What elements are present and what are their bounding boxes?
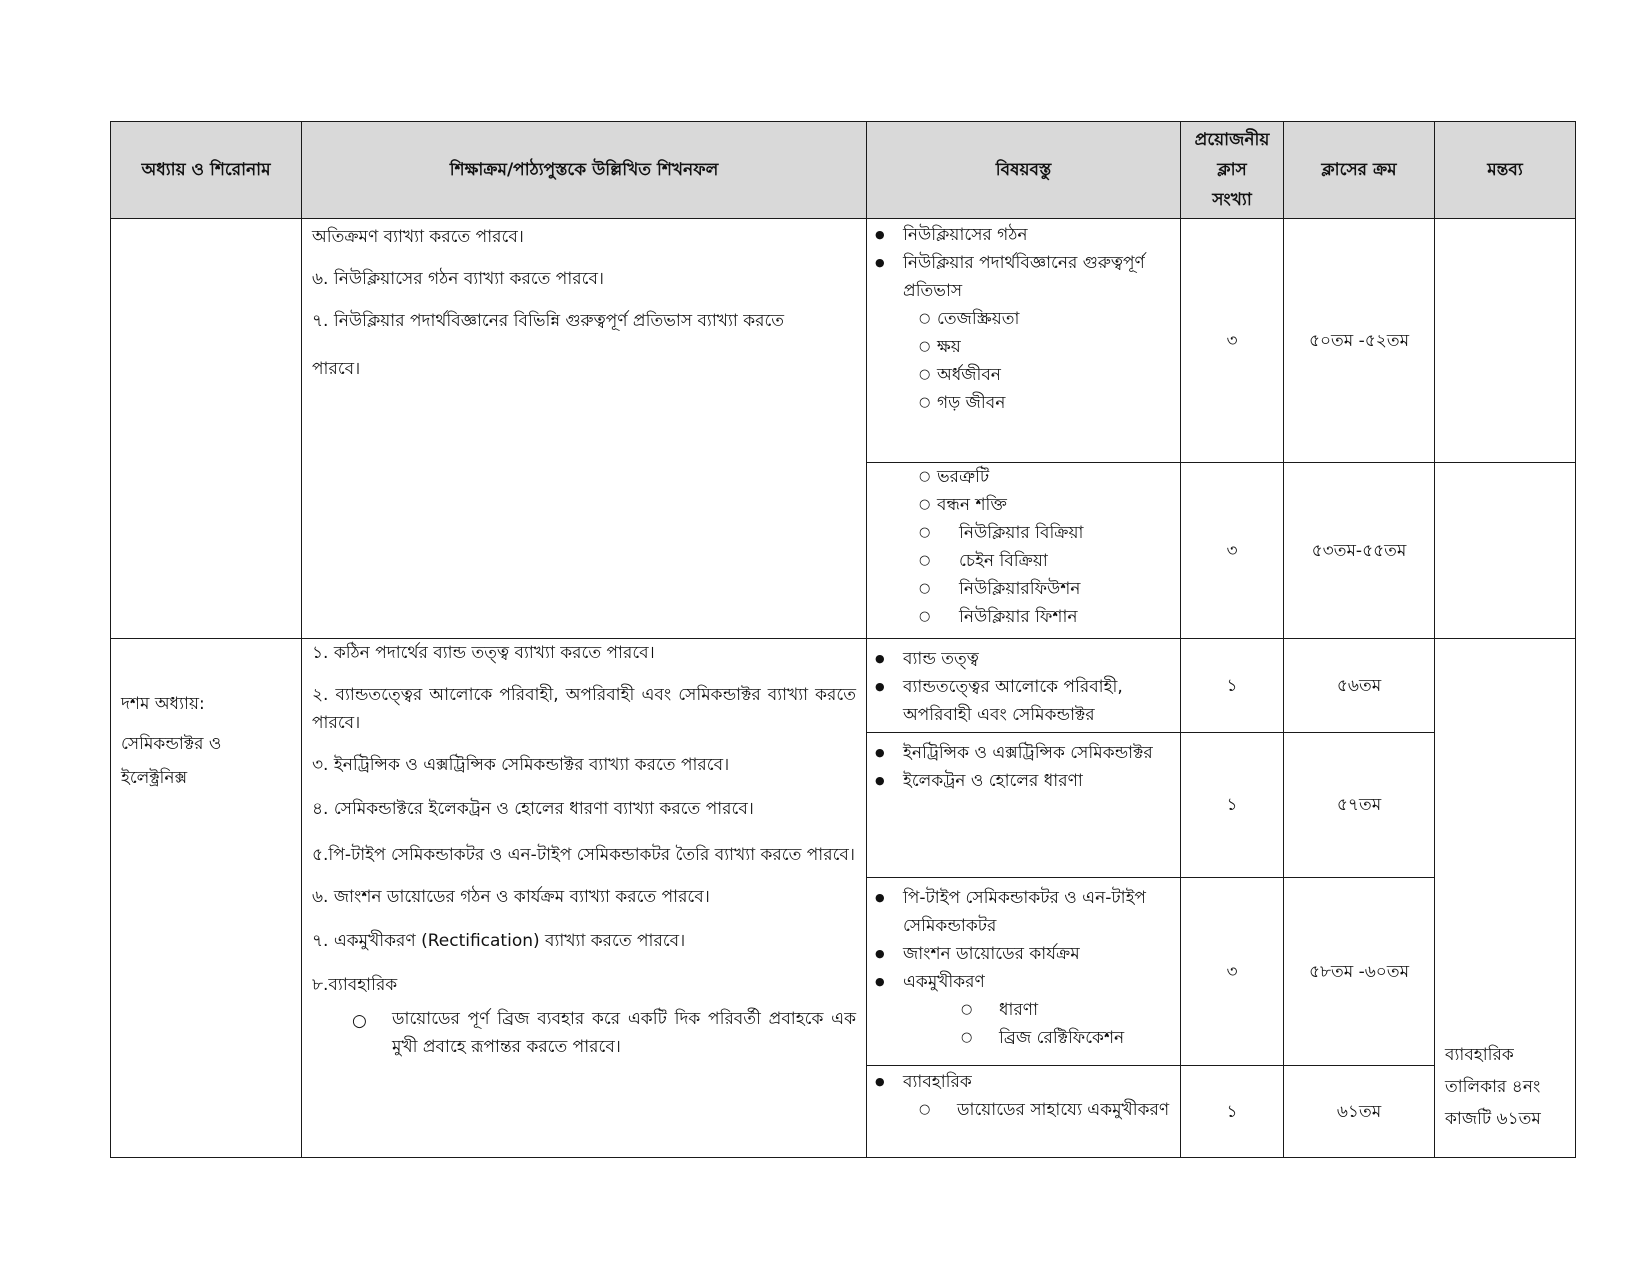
class-count: ৩ bbox=[1181, 463, 1284, 639]
sub-list bbox=[873, 519, 1174, 631]
header-classes-needed-line1: প্রয়োজনীয় bbox=[1194, 130, 1270, 150]
list-item: ○ গড় জীবন bbox=[919, 389, 1174, 417]
list-item: ○ ব্রিজ রেক্টিফিকেশন bbox=[961, 1024, 1174, 1052]
chapter-cell-empty bbox=[111, 219, 302, 639]
class-order: ৬১তম bbox=[1284, 1066, 1435, 1158]
outcome-text: পারবে। bbox=[312, 359, 361, 379]
remark-text: কাজটি ৬১তম bbox=[1445, 1109, 1541, 1129]
chapter-subtitle: সেমিকন্ডাক্টর ও bbox=[121, 734, 222, 754]
chapter-cell bbox=[111, 639, 302, 1158]
class-count: ১ bbox=[1181, 733, 1284, 878]
class-order: ৫৬তম bbox=[1284, 639, 1435, 733]
content-list bbox=[873, 221, 1174, 305]
header-outcomes: শিক্ষাক্রম/পাঠ্যপুস্তকে উল্লিখিত শিখনফল bbox=[302, 122, 867, 219]
list-item: ○ নিউক্লিয়ার ফিশান bbox=[919, 603, 1174, 631]
content-list bbox=[873, 884, 1174, 996]
content-list bbox=[873, 1068, 1174, 1096]
list-item: ○ নিউক্লিয়ারফিউশন bbox=[919, 575, 1174, 603]
class-order: ৫৭তম bbox=[1284, 733, 1435, 878]
header-content: বিষয়বস্তু bbox=[867, 122, 1181, 219]
practical-sub-text: ডায়োডের পূর্ণ ব্রিজ ব্যবহার করে একটি দিক পরিবর্তী প্রবাহকে এক মুখী প্রবাহে রূপান্তর করতে পারবে। bbox=[392, 1009, 856, 1057]
outcomes-cell bbox=[302, 219, 867, 639]
list-item: ● জাংশন ডায়োডের কার্যক্রম bbox=[873, 940, 1174, 968]
outcome-text: ৫.পি-টাইপ সেমিকন্ডাকটর ও এন-টাইপ সেমিকন্ডাকটর তৈরি ব্যাখ্যা করতে পারবে। bbox=[312, 845, 855, 865]
header-remarks: মন্তব্য bbox=[1435, 122, 1576, 219]
header-class-order: ক্লাসের ক্রম bbox=[1284, 122, 1435, 219]
remark-text: তালিকার ৪নং bbox=[1445, 1077, 1541, 1097]
content-cell bbox=[867, 219, 1181, 463]
content-cell bbox=[867, 639, 1181, 733]
outcome-text: ৮.ব্যাবহারিক bbox=[312, 975, 398, 995]
list-item: ○ চেইন বিক্রিয়া bbox=[919, 547, 1174, 575]
content-cell bbox=[867, 1066, 1181, 1158]
list-item: ● ব্যান্ড তত্ত্ব bbox=[873, 645, 1174, 673]
list-item: ● ইলেকট্রন ও হোলের ধারণা bbox=[873, 767, 1174, 795]
table-row bbox=[111, 639, 1576, 733]
list-item: ○ বন্ধন শক্তি bbox=[919, 491, 1174, 519]
table-row bbox=[111, 219, 1576, 463]
list-item: ● নিউক্লিয়াসের গঠন bbox=[873, 221, 1174, 249]
remarks-cell bbox=[1435, 639, 1576, 1158]
remark-text: ব্যাবহারিক bbox=[1445, 1045, 1514, 1065]
list-item: ○ নিউক্লিয়ার বিক্রিয়া bbox=[919, 519, 1174, 547]
outcome-text: ১. কঠিন পদার্থের ব্যান্ড তত্ত্ব ব্যাখ্যা করতে পারবে। bbox=[312, 643, 655, 663]
class-order: ৫৮তম -৬০তম bbox=[1284, 878, 1435, 1066]
list-item: ○ ডায়োডের সাহায্যে একমুখীকরণ bbox=[919, 1096, 1174, 1124]
list-item: ○ ভরত্রুটি bbox=[919, 463, 1174, 491]
table-header-row bbox=[111, 122, 1576, 219]
outcome-text: ২. ব্যান্ডতত্ত্বের আলোকে পরিবাহী, অপরিবাহী এবং সেমিকন্ডাক্টর ব্যাখ্যা করতে পারবে। bbox=[312, 685, 856, 733]
list-item: ● ব্যান্ডতত্ত্বের আলোকে পরিবাহী, অপরিবাহী এবং সেমিকন্ডাক্টর bbox=[873, 673, 1174, 729]
sub-list bbox=[873, 463, 1174, 519]
outcome-text: ৪. সেমিকন্ডাক্টরে ইলেকট্রন ও হোলের ধারণা ব্যাখ্যা করতে পারবে। bbox=[312, 799, 754, 819]
circle-bullet-icon: ○ bbox=[352, 1011, 367, 1031]
sub-list bbox=[873, 1096, 1174, 1124]
outcomes-cell bbox=[302, 639, 867, 1158]
list-item: ● ব্যাবহারিক bbox=[873, 1068, 1174, 1096]
list-item: ○ অর্ধজীবন bbox=[919, 361, 1174, 389]
class-order: ৫৩তম-৫৫তম bbox=[1284, 463, 1435, 639]
outcome-text: ৬. নিউক্লিয়াসের গঠন ব্যাখ্যা করতে পারবে। bbox=[312, 269, 604, 289]
sub-list bbox=[873, 996, 1174, 1052]
list-item: ○ ক্ষয় bbox=[919, 333, 1174, 361]
chapter-title: দশম অধ্যায়: bbox=[121, 694, 205, 714]
list-item: ○ তেজস্ক্রিয়তা bbox=[919, 305, 1174, 333]
list-item: ○ ধারণা bbox=[961, 996, 1174, 1024]
lesson-plan-table bbox=[110, 121, 1576, 1158]
outcome-text: ৭. একমুখীকরণ (Rectification) ব্যাখ্যা করতে পারবে। bbox=[312, 931, 686, 951]
outcome-text: ৬. জাংশন ডায়োডের গঠন ও কার্যক্রম ব্যাখ্যা করতে পারবে। bbox=[312, 887, 710, 907]
class-count: ৩ bbox=[1181, 219, 1284, 463]
list-item: ● ইনট্রিন্সিক ও এক্সট্রিন্সিক সেমিকন্ডাক্টর bbox=[873, 739, 1174, 767]
content-cell bbox=[867, 733, 1181, 878]
remarks-cell-empty bbox=[1435, 219, 1576, 463]
chapter-subtitle: ইলেক্ট্রনিক্স bbox=[121, 768, 188, 788]
remarks-cell-empty bbox=[1435, 463, 1576, 639]
outcome-text: ৩. ইনট্রিন্সিক ও এক্সট্রিন্সিক সেমিকন্ডাক্টর ব্যাখ্যা করতে পারবে। bbox=[312, 755, 730, 775]
class-count: ১ bbox=[1181, 639, 1284, 733]
content-list bbox=[873, 645, 1174, 729]
list-item: ● নিউক্লিয়ার পদার্থবিজ্ঞানের গুরুত্বপূর্ণ প্রতিভাস bbox=[873, 249, 1174, 305]
content-cell bbox=[867, 463, 1181, 639]
class-count: ৩ bbox=[1181, 878, 1284, 1066]
outcome-text: ৭. নিউক্লিয়ার পদার্থবিজ্ঞানের বিভিন্নি গুরুত্বপূর্ণ প্রতিভাস ব্যাখ্যা করতে bbox=[312, 311, 785, 331]
header-chapter: অধ্যায় ও শিরোনাম bbox=[111, 122, 302, 219]
sub-list bbox=[873, 305, 1174, 417]
practical-sub-item bbox=[312, 1005, 856, 1061]
list-item: ● একমুখীকরণ bbox=[873, 968, 1174, 996]
content-cell bbox=[867, 878, 1181, 1066]
header-classes-needed-line3: সংখ্যা bbox=[1212, 190, 1252, 210]
header-classes-needed-line2: ক্লাস bbox=[1217, 160, 1247, 180]
header-classes-needed bbox=[1181, 122, 1284, 219]
class-order: ৫০তম -৫২তম bbox=[1284, 219, 1435, 463]
content-list bbox=[873, 739, 1174, 795]
outcome-text: অতিক্রমণ ব্যাখ্যা করতে পারবে। bbox=[312, 227, 524, 247]
class-count: ১ bbox=[1181, 1066, 1284, 1158]
list-item: ● পি-টাইপ সেমিকন্ডাকটর ও এন-টাইপ সেমিকন্ডাকটর bbox=[873, 884, 1174, 940]
